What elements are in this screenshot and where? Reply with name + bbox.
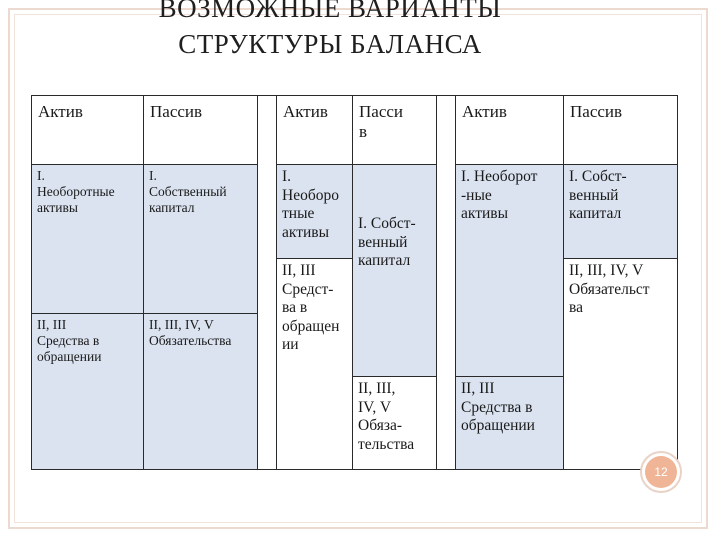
t1-active-noncurrent: I. Необоротные активы <box>31 164 144 314</box>
t2-active-current: II, III Средст- ва в обращен ии <box>276 258 353 470</box>
t1-header-passive: Пассив <box>143 95 258 165</box>
page-number: 12 <box>645 456 677 488</box>
t3-passive-equity: I. Собст- венный капитал <box>563 164 678 259</box>
slide-title-line2: СТРУКТУРЫ БАЛАНСА <box>178 29 482 59</box>
t1-header-active: Актив <box>31 95 144 165</box>
t3-active-noncurrent: I. Необорот -ные активы <box>455 164 564 377</box>
t2-active-noncurrent: I. Необоро тные активы <box>276 164 353 259</box>
t3-header-active: Актив <box>455 95 564 165</box>
t2-passive-equity: I. Собст- венный капитал <box>352 164 437 377</box>
t3-header-passive: Пассив <box>563 95 678 165</box>
t2-passive-liabilities: II, III, IV, V Обяза- тельства <box>352 376 437 470</box>
page-number-badge <box>640 451 682 493</box>
t1-passive-equity: I. Собственный капитал <box>143 164 258 314</box>
t2-t3-separator <box>436 95 456 470</box>
t3-active-current: II, III Средства в обращении <box>455 376 564 470</box>
t2-header-passive: Пасси в <box>352 95 437 165</box>
t1-active-current: II, III Средства в обращении <box>31 313 144 470</box>
slide-title-line1: ВОЗМОЖНЫЕ ВАРИАНТЫ <box>158 0 502 23</box>
t3-passive-liabilities: II, III, IV, V Обязательст ва <box>563 258 678 470</box>
t1-t2-separator <box>257 95 277 470</box>
t1-passive-liabilities: II, III, IV, V Обязательства <box>143 313 258 470</box>
t2-header-active: Актив <box>276 95 353 165</box>
